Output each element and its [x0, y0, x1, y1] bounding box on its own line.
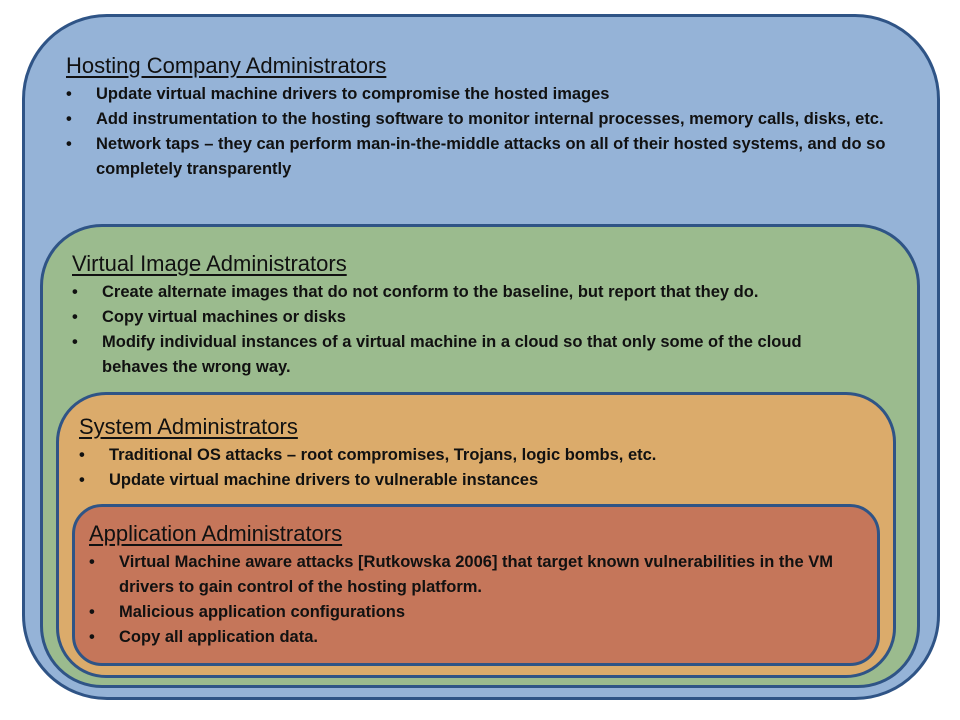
list-item	[66, 107, 906, 132]
list-item-text: Create alternate images that do not conform to the baseline, but report that they do.	[102, 283, 759, 301]
application-admin-list	[89, 550, 859, 650]
list-item	[79, 468, 859, 493]
bullet-icon: •	[79, 471, 85, 489]
list-item-text: Virtual Machine aware attacks [Rutkowska 2006] that target known vulnerabilities in the VM drivers to gain control of the hosting platform.	[119, 553, 833, 596]
list-item-text: Modify individual instances of a virtual machine in a cloud so that only some of the cloud behaves the wrong way.	[102, 333, 802, 376]
list-item-text: Copy all application data.	[119, 628, 318, 646]
bullet-icon: •	[72, 283, 78, 301]
list-item	[89, 600, 859, 625]
bullet-icon: •	[66, 110, 72, 128]
list-item-text: Malicious application configurations	[119, 603, 406, 621]
application-admin-title: Application Administrators	[89, 521, 343, 546]
bullet-icon: •	[66, 85, 72, 103]
list-item-text: Network taps – they can perform man-in-the-middle attacks on all of their hosted systems, and do so completely transparently	[96, 135, 886, 178]
bullet-icon: •	[66, 135, 72, 153]
list-item	[66, 82, 906, 107]
list-item	[72, 305, 872, 330]
list-item-text: Update virtual machine drivers to compromise the hosted images	[96, 85, 610, 103]
hosting-company-title: Hosting Company Administrators	[66, 53, 387, 78]
bullet-icon: •	[72, 308, 78, 326]
virtual-image-title: Virtual Image Administrators	[72, 251, 347, 276]
list-item-text: Add instrumentation to the hosting software to monitor internal processes, memory calls, disks, etc.	[96, 110, 884, 128]
bullet-icon: •	[79, 446, 85, 464]
list-item-text: Copy virtual machines or disks	[102, 308, 346, 326]
list-item-text: Traditional OS attacks – root compromises, Trojans, logic bombs, etc.	[109, 446, 657, 464]
list-item-text: Update virtual machine drivers to vulnerable instances	[109, 471, 539, 489]
list-item	[72, 330, 872, 380]
hosting-company-content	[66, 52, 906, 182]
virtual-image-list	[72, 280, 872, 380]
application-admin-content	[89, 520, 859, 650]
virtual-image-content	[72, 250, 872, 380]
list-item	[79, 443, 859, 468]
bullet-icon: •	[89, 553, 95, 571]
hosting-company-list	[66, 82, 906, 182]
bullet-icon: •	[89, 628, 95, 646]
list-item	[89, 625, 859, 650]
bullet-icon: •	[89, 603, 95, 621]
system-admin-list	[79, 443, 859, 493]
list-item	[89, 550, 859, 600]
list-item	[66, 132, 906, 182]
bullet-icon: •	[72, 333, 78, 351]
list-item	[72, 280, 872, 305]
system-admin-title: System Administrators	[79, 414, 298, 439]
system-admin-content	[79, 413, 859, 493]
